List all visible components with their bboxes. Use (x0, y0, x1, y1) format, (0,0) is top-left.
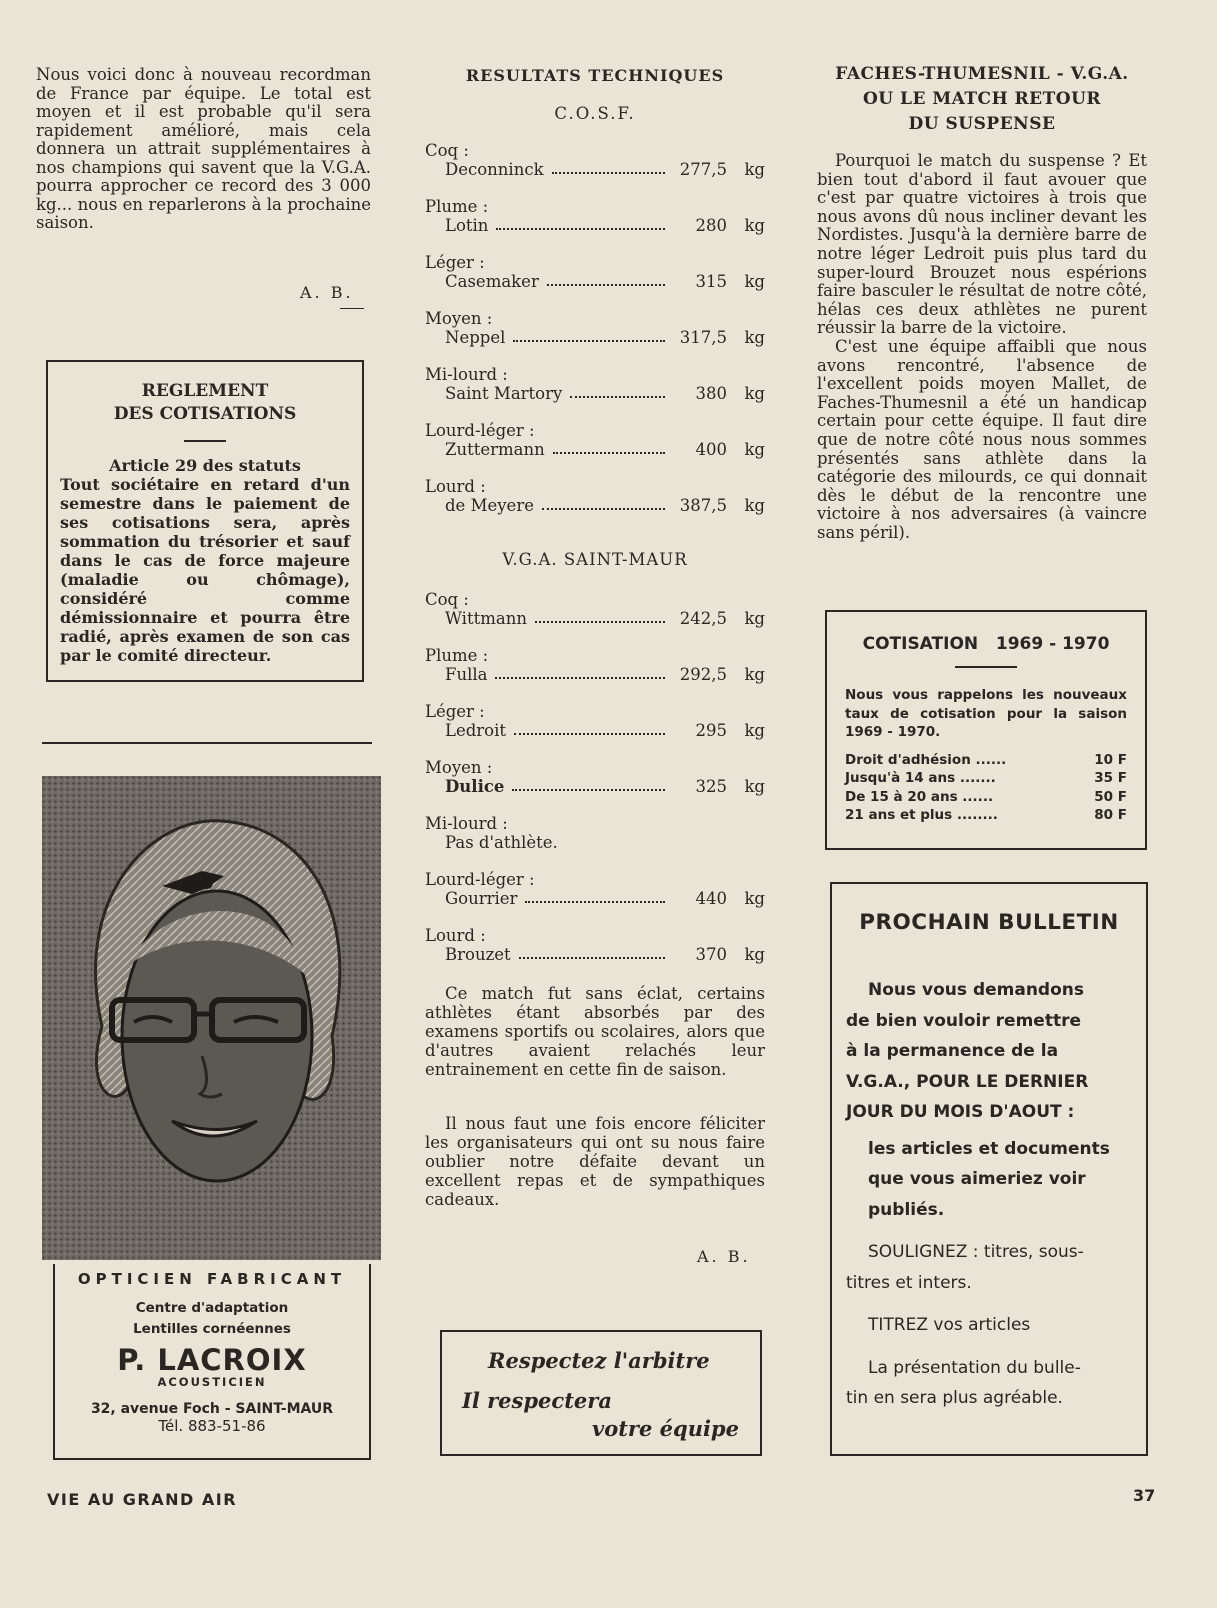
team2-entry (425, 814, 765, 852)
reglement-box (46, 360, 364, 682)
advert-subtitle: ACOUSTICIEN (157, 1375, 267, 1389)
results-paragraph-1: Ce match fut sans éclat, certains athlètes étant absorbés par des examens sportifs ou scolaires, alors que d'autres avaient relachés leur entrainement en cette fin de saison. (425, 984, 765, 1079)
results-title: RESULTATS TECHNIQUES (465, 66, 725, 85)
team2-entry (425, 870, 765, 908)
advert-portrait-illustration (42, 776, 381, 1260)
athlete-name: Pas d'athlète. (445, 833, 558, 852)
prochain-line: JOUR DU MOIS D'AOUT : (846, 1102, 1075, 1122)
athlete-name: Deconninck (445, 160, 544, 179)
fee-label: 21 ans et plus ........ (845, 807, 998, 823)
advert-line2: Lentilles cornéennes (133, 1321, 291, 1337)
advert-headline: OPTICIEN FABRICANT (77, 1270, 347, 1288)
athlete-unit: kg (744, 777, 765, 796)
athlete-name: Fulla (445, 665, 488, 684)
athlete-total: 292,5 (679, 665, 727, 684)
prochain-bulletin-box (830, 882, 1148, 1456)
fee-amount: 35 F (1094, 770, 1127, 786)
faches-title-line2: OU LE MATCH RETOUR (862, 89, 1102, 109)
athlete-name: Saint Martory (445, 384, 563, 403)
category-label: Mi-lourd : (425, 814, 508, 833)
signature-divider (340, 308, 364, 309)
team1-heading: C.O.S.F. (554, 104, 636, 123)
team2-entry (425, 758, 765, 796)
team2-entry (425, 926, 765, 964)
fee-amount: 80 F (1094, 807, 1127, 823)
prochain-line: TITREZ vos articles (868, 1315, 1031, 1335)
advert-box (53, 1264, 371, 1460)
athlete-name: Ledroit (445, 721, 507, 740)
prochain-line: à la permanence de la (846, 1041, 1059, 1061)
faches-paragraph-1: Pourquoi le match du suspense ? Et bien tout d'abord il faut avouer que c'est par quatre victoires à trois que nous avons dû nous incliner devant les Nordistes. Jusqu'à la dernière barre de notre léger Ledroit puis plus tard du super-lourd Brouzet nous espérions faire basculer le résultat de notre côté, hélas ces deux athlètes ne purent réussir la barre de la victoire. (817, 151, 1147, 338)
athlete-unit: kg (744, 496, 765, 515)
advert-phone: Tél. 883-51-86 (158, 1417, 266, 1435)
fee-list (845, 751, 1127, 825)
fee-amount: 50 F (1094, 788, 1127, 805)
athlete-name: Wittmann (445, 609, 527, 628)
athlete-name: Lotin (445, 216, 489, 235)
prochain-line: SOULIGNEZ : titres, sous- (868, 1242, 1084, 1262)
athlete-unit: kg (744, 328, 765, 347)
athlete-unit: kg (744, 160, 765, 179)
team1-entry (425, 477, 765, 515)
faches-paragraph-2: C'est une équipe affaibli que nous avons rencontré, l'absence de l'excellent poids moyen Mallet, de Faches-Thumesnil a été un handicap certain pour cette équipe. Il faut dire que de notre côté nous nous sommes présentés sans athlète dans la catégorie des milourds, ce qui donnait dès le début de la rencontre une victoire à nos adversaires (à vaincre sans péril). (817, 336, 1147, 542)
prochain-line: La présentation du bulle- (868, 1357, 1081, 1378)
column-divider (42, 742, 372, 744)
athlete-total: 400 (695, 440, 727, 459)
prochain-line: tin en sera plus agréable. (846, 1388, 1063, 1408)
fee-row (845, 769, 1127, 788)
cotisation-intro: Nous vous rappelons les nouveaux taux de cotisation pour la saison 1969 - 1970. (845, 687, 1127, 740)
prochain-line: publiés. (868, 1199, 945, 1220)
athlete-name: Neppel (445, 328, 506, 347)
athlete-name: Gourrier (445, 889, 518, 908)
page-number: 37 (1133, 1486, 1156, 1505)
faches-body (817, 152, 1147, 542)
intro-paragraph: Nous voici donc à nouveau recordman de France par équipe. Le total est moyen et il est probable qu'il sera rapidement amélioré, mais cela donnera un attrait supplémentaires à nos champions qui savent que la V.G.A. pourra approcher ce record des 3 000 kg... nous en reparlerons à la prochaine saison. (36, 65, 371, 232)
athlete-total: 387,5 (679, 496, 727, 515)
athlete-name: Dulice (445, 777, 505, 796)
athlete-unit: kg (744, 665, 765, 684)
athlete-total: 440 (695, 889, 727, 908)
fee-label: Droit d'adhésion ...... (845, 751, 1007, 768)
category-label: Léger : (425, 702, 485, 721)
team1-entry (425, 421, 765, 459)
team1-entry (425, 141, 765, 179)
athlete-total: 242,5 (679, 609, 727, 628)
fee-row (845, 751, 1127, 770)
team2-entry (425, 702, 765, 740)
athlete-total: 317,5 (679, 328, 727, 347)
athlete-total: 370 (695, 945, 727, 964)
reglement-title (60, 380, 350, 426)
portrait-drawing (42, 776, 381, 1260)
respect-line3: votre équipe (592, 1416, 739, 1441)
cotisation-box (825, 610, 1147, 850)
prochain-title: PROCHAIN BULLETIN (859, 910, 1119, 935)
category-label: Lourd-léger : (425, 870, 535, 889)
fee-label: De 15 à 20 ans ...... (845, 788, 994, 805)
category-label: Léger : (425, 253, 485, 272)
category-label: Lourd-léger : (425, 421, 535, 440)
respect-arbitre-box (440, 1330, 762, 1456)
athlete-unit: kg (744, 384, 765, 403)
advert-name: P. LACROIX (117, 1343, 307, 1377)
athlete-name: Zuttermann (445, 440, 545, 459)
fee-row (845, 788, 1127, 807)
faches-title (817, 62, 1147, 137)
category-label: Plume : (425, 646, 489, 665)
category-label: Lourd : (425, 926, 486, 945)
athlete-total: 277,5 (679, 160, 727, 179)
athlete-unit: kg (744, 945, 765, 964)
fee-amount: 10 F (1094, 751, 1127, 768)
prochain-line: les articles et documents (868, 1138, 1110, 1159)
team1-entry (425, 309, 765, 347)
category-label: Coq : (425, 141, 469, 160)
athlete-total: 295 (695, 721, 727, 740)
advert-line1: Centre d'adaptation (135, 1300, 289, 1316)
athlete-unit: kg (744, 609, 765, 628)
reglement-body: Tout sociétaire en retard d'un semestre dans le paiement de ses cotisations sera, après sommation du trésorier et sauf dans le cas de force majeure (maladie ou chômage), considéré comme démissionnaire et pourra être radié, après examen de son cas par le comité directeur. (60, 475, 350, 665)
athlete-unit: kg (744, 216, 765, 235)
faches-title-line3: DU SUSPENSE (908, 114, 1056, 134)
respect-line2: Il respectera (462, 1388, 612, 1413)
athlete-name: de Meyere (445, 496, 534, 515)
prochain-line: de bien vouloir remettre (846, 1010, 1081, 1031)
team2-heading: V.G.A. SAINT-MAUR (502, 550, 688, 569)
team1-entry (425, 197, 765, 235)
athlete-name: Casemaker (445, 272, 539, 291)
category-label: Coq : (425, 590, 469, 609)
team1-entry (425, 253, 765, 291)
athlete-name: Brouzet (445, 945, 511, 964)
athlete-unit: kg (744, 889, 765, 908)
athlete-total: 315 (695, 272, 727, 291)
respect-line1: Respectez l'arbitre (488, 1348, 710, 1373)
prochain-line: Nous vous demandons (868, 980, 1085, 1000)
category-label: Mi-lourd : (425, 365, 508, 384)
results-paragraph-2: Il nous faut une fois encore féliciter les organisateurs qui ont su nous faire oublier notre défaite devant un excellent repas et de sympathiques cadeaux. (425, 1114, 765, 1209)
reglement-title-line2: DES COTISATIONS (113, 404, 297, 424)
team1-entry (425, 365, 765, 403)
athlete-unit: kg (744, 272, 765, 291)
category-label: Lourd : (425, 477, 486, 496)
category-label: Moyen : (425, 309, 493, 328)
team2-entry (425, 590, 765, 628)
athlete-unit: kg (744, 440, 765, 459)
team2-entry (425, 646, 765, 684)
prochain-line: titres et inters. (846, 1272, 972, 1293)
results-signature: A. B. (697, 1247, 751, 1266)
category-label: Plume : (425, 197, 489, 216)
fee-row (845, 806, 1127, 825)
reglement-title-line1: REGLEMENT (141, 381, 269, 401)
cotisation-title: COTISATION 1969 - 1970 (862, 634, 1110, 654)
prochain-line: V.G.A., POUR LE DERNIER (846, 1071, 1089, 1092)
athlete-total: 380 (695, 384, 727, 403)
athlete-total: 325 (695, 777, 727, 796)
advert-address: 32, avenue Foch - SAINT-MAUR (90, 1401, 334, 1417)
faches-title-line1: FACHES-THUMESNIL - V.G.A. (835, 64, 1129, 84)
athlete-unit: kg (744, 721, 765, 740)
publication-name: VIE AU GRAND AIR (47, 1490, 238, 1509)
cotisation-rule (955, 666, 1017, 668)
category-label: Moyen : (425, 758, 493, 777)
prochain-line: que vous aimeriez voir (868, 1169, 1086, 1189)
fee-label: Jusqu'à 14 ans ....... (845, 770, 996, 786)
reglement-rule (184, 440, 226, 442)
athlete-total: 280 (695, 216, 727, 235)
reglement-article: Article 29 des statuts (109, 456, 301, 475)
intro-signature: A. B. (300, 283, 354, 302)
